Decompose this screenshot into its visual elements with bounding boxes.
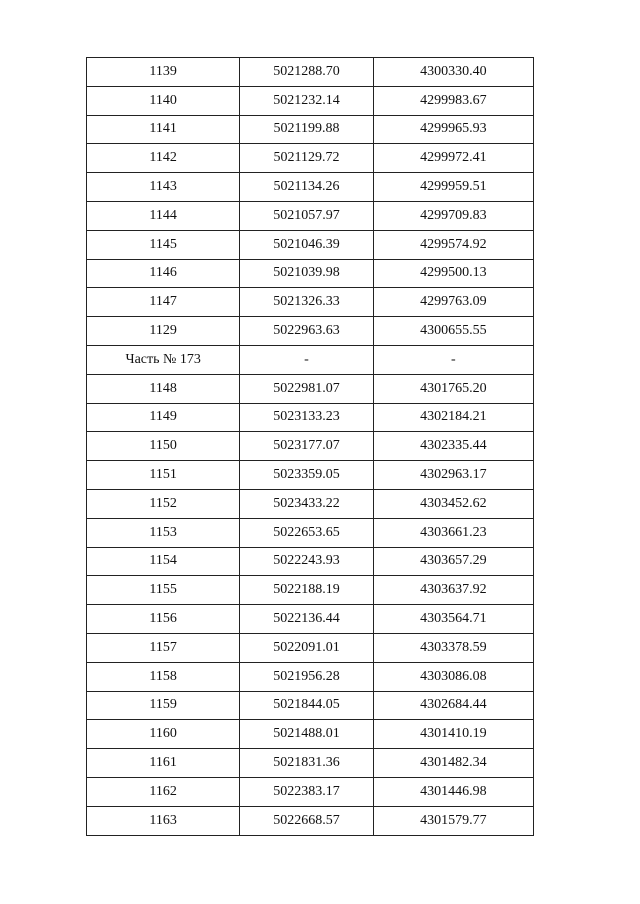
point-number-cell: 1154 <box>87 547 240 576</box>
point-number-cell: 1161 <box>87 749 240 778</box>
x-coordinate-cell: 5022188.19 <box>240 576 373 605</box>
section-header-row <box>87 345 534 374</box>
x-coordinate-cell: 5021956.28 <box>240 662 373 691</box>
coordinates-table-body <box>87 58 534 836</box>
x-coordinate-cell: 5021831.36 <box>240 749 373 778</box>
table-row <box>87 605 534 634</box>
table-row <box>87 518 534 547</box>
table-row <box>87 374 534 403</box>
table-row <box>87 201 534 230</box>
x-coordinate-cell: 5022668.57 <box>240 806 373 835</box>
point-number-cell: 1143 <box>87 173 240 202</box>
x-coordinate-cell: 5022383.17 <box>240 777 373 806</box>
y-coordinate-cell: 4303564.71 <box>373 605 533 634</box>
table-row <box>87 720 534 749</box>
y-coordinate-cell: 4302184.21 <box>373 403 533 432</box>
point-number-cell: 1139 <box>87 58 240 87</box>
x-coordinate-cell: 5022136.44 <box>240 605 373 634</box>
table-row <box>87 777 534 806</box>
x-coordinate-cell: 5023433.22 <box>240 489 373 518</box>
y-coordinate-cell: 4301446.98 <box>373 777 533 806</box>
point-number-cell: 1162 <box>87 777 240 806</box>
point-number-cell: 1158 <box>87 662 240 691</box>
x-coordinate-cell: 5022981.07 <box>240 374 373 403</box>
point-number-cell: 1151 <box>87 461 240 490</box>
x-coordinate-cell: 5021039.98 <box>240 259 373 288</box>
table-row <box>87 259 534 288</box>
point-number-cell: 1150 <box>87 432 240 461</box>
table-row <box>87 173 534 202</box>
y-coordinate-cell: 4299574.92 <box>373 230 533 259</box>
table-row <box>87 58 534 87</box>
part-number-cell: Часть № 173 <box>87 345 240 374</box>
x-coordinate-cell: 5021134.26 <box>240 173 373 202</box>
y-coordinate-cell: 4303378.59 <box>373 633 533 662</box>
table-row <box>87 86 534 115</box>
y-coordinate-cell: 4299983.67 <box>373 86 533 115</box>
x-coordinate-cell: 5021288.70 <box>240 58 373 87</box>
table-row <box>87 144 534 173</box>
point-number-cell: 1129 <box>87 317 240 346</box>
point-number-cell: 1148 <box>87 374 240 403</box>
point-number-cell: 1147 <box>87 288 240 317</box>
table-row <box>87 749 534 778</box>
point-number-cell: 1153 <box>87 518 240 547</box>
y-coordinate-cell: 4301482.34 <box>373 749 533 778</box>
y-coordinate-cell: 4300330.40 <box>373 58 533 87</box>
x-coordinate-cell: 5021199.88 <box>240 115 373 144</box>
point-number-cell: 1140 <box>87 86 240 115</box>
y-coordinate-cell: 4299959.51 <box>373 173 533 202</box>
x-coordinate-cell: 5023133.23 <box>240 403 373 432</box>
x-coordinate-cell: 5021488.01 <box>240 720 373 749</box>
x-coordinate-cell: 5022091.01 <box>240 633 373 662</box>
x-coordinate-cell: - <box>240 345 373 374</box>
x-coordinate-cell: 5022963.63 <box>240 317 373 346</box>
y-coordinate-cell: - <box>373 345 533 374</box>
y-coordinate-cell: 4302335.44 <box>373 432 533 461</box>
y-coordinate-cell: 4301410.19 <box>373 720 533 749</box>
x-coordinate-cell: 5021326.33 <box>240 288 373 317</box>
point-number-cell: 1141 <box>87 115 240 144</box>
x-coordinate-cell: 5021232.14 <box>240 86 373 115</box>
coordinates-table <box>86 57 534 836</box>
point-number-cell: 1152 <box>87 489 240 518</box>
table-row <box>87 806 534 835</box>
table-row <box>87 317 534 346</box>
point-number-cell: 1159 <box>87 691 240 720</box>
point-number-cell: 1142 <box>87 144 240 173</box>
table-row <box>87 432 534 461</box>
point-number-cell: 1160 <box>87 720 240 749</box>
point-number-cell: 1155 <box>87 576 240 605</box>
x-coordinate-cell: 5023177.07 <box>240 432 373 461</box>
y-coordinate-cell: 4303657.29 <box>373 547 533 576</box>
y-coordinate-cell: 4299763.09 <box>373 288 533 317</box>
point-number-cell: 1145 <box>87 230 240 259</box>
point-number-cell: 1144 <box>87 201 240 230</box>
y-coordinate-cell: 4300655.55 <box>373 317 533 346</box>
table-row <box>87 633 534 662</box>
y-coordinate-cell: 4299972.41 <box>373 144 533 173</box>
point-number-cell: 1163 <box>87 806 240 835</box>
x-coordinate-cell: 5021046.39 <box>240 230 373 259</box>
table-row <box>87 691 534 720</box>
table-row <box>87 489 534 518</box>
table-row <box>87 115 534 144</box>
y-coordinate-cell: 4301765.20 <box>373 374 533 403</box>
x-coordinate-cell: 5021057.97 <box>240 201 373 230</box>
y-coordinate-cell: 4303661.23 <box>373 518 533 547</box>
point-number-cell: 1146 <box>87 259 240 288</box>
table-row <box>87 461 534 490</box>
point-number-cell: 1149 <box>87 403 240 432</box>
y-coordinate-cell: 4299965.93 <box>373 115 533 144</box>
point-number-cell: 1157 <box>87 633 240 662</box>
y-coordinate-cell: 4303637.92 <box>373 576 533 605</box>
table-row <box>87 547 534 576</box>
table-row <box>87 662 534 691</box>
point-number-cell: 1156 <box>87 605 240 634</box>
table-row <box>87 288 534 317</box>
y-coordinate-cell: 4302963.17 <box>373 461 533 490</box>
table-row <box>87 403 534 432</box>
y-coordinate-cell: 4299709.83 <box>373 201 533 230</box>
y-coordinate-cell: 4301579.77 <box>373 806 533 835</box>
y-coordinate-cell: 4299500.13 <box>373 259 533 288</box>
y-coordinate-cell: 4303452.62 <box>373 489 533 518</box>
x-coordinate-cell: 5022653.65 <box>240 518 373 547</box>
y-coordinate-cell: 4303086.08 <box>373 662 533 691</box>
y-coordinate-cell: 4302684.44 <box>373 691 533 720</box>
table-row <box>87 576 534 605</box>
table-row <box>87 230 534 259</box>
x-coordinate-cell: 5021844.05 <box>240 691 373 720</box>
x-coordinate-cell: 5023359.05 <box>240 461 373 490</box>
x-coordinate-cell: 5021129.72 <box>240 144 373 173</box>
x-coordinate-cell: 5022243.93 <box>240 547 373 576</box>
